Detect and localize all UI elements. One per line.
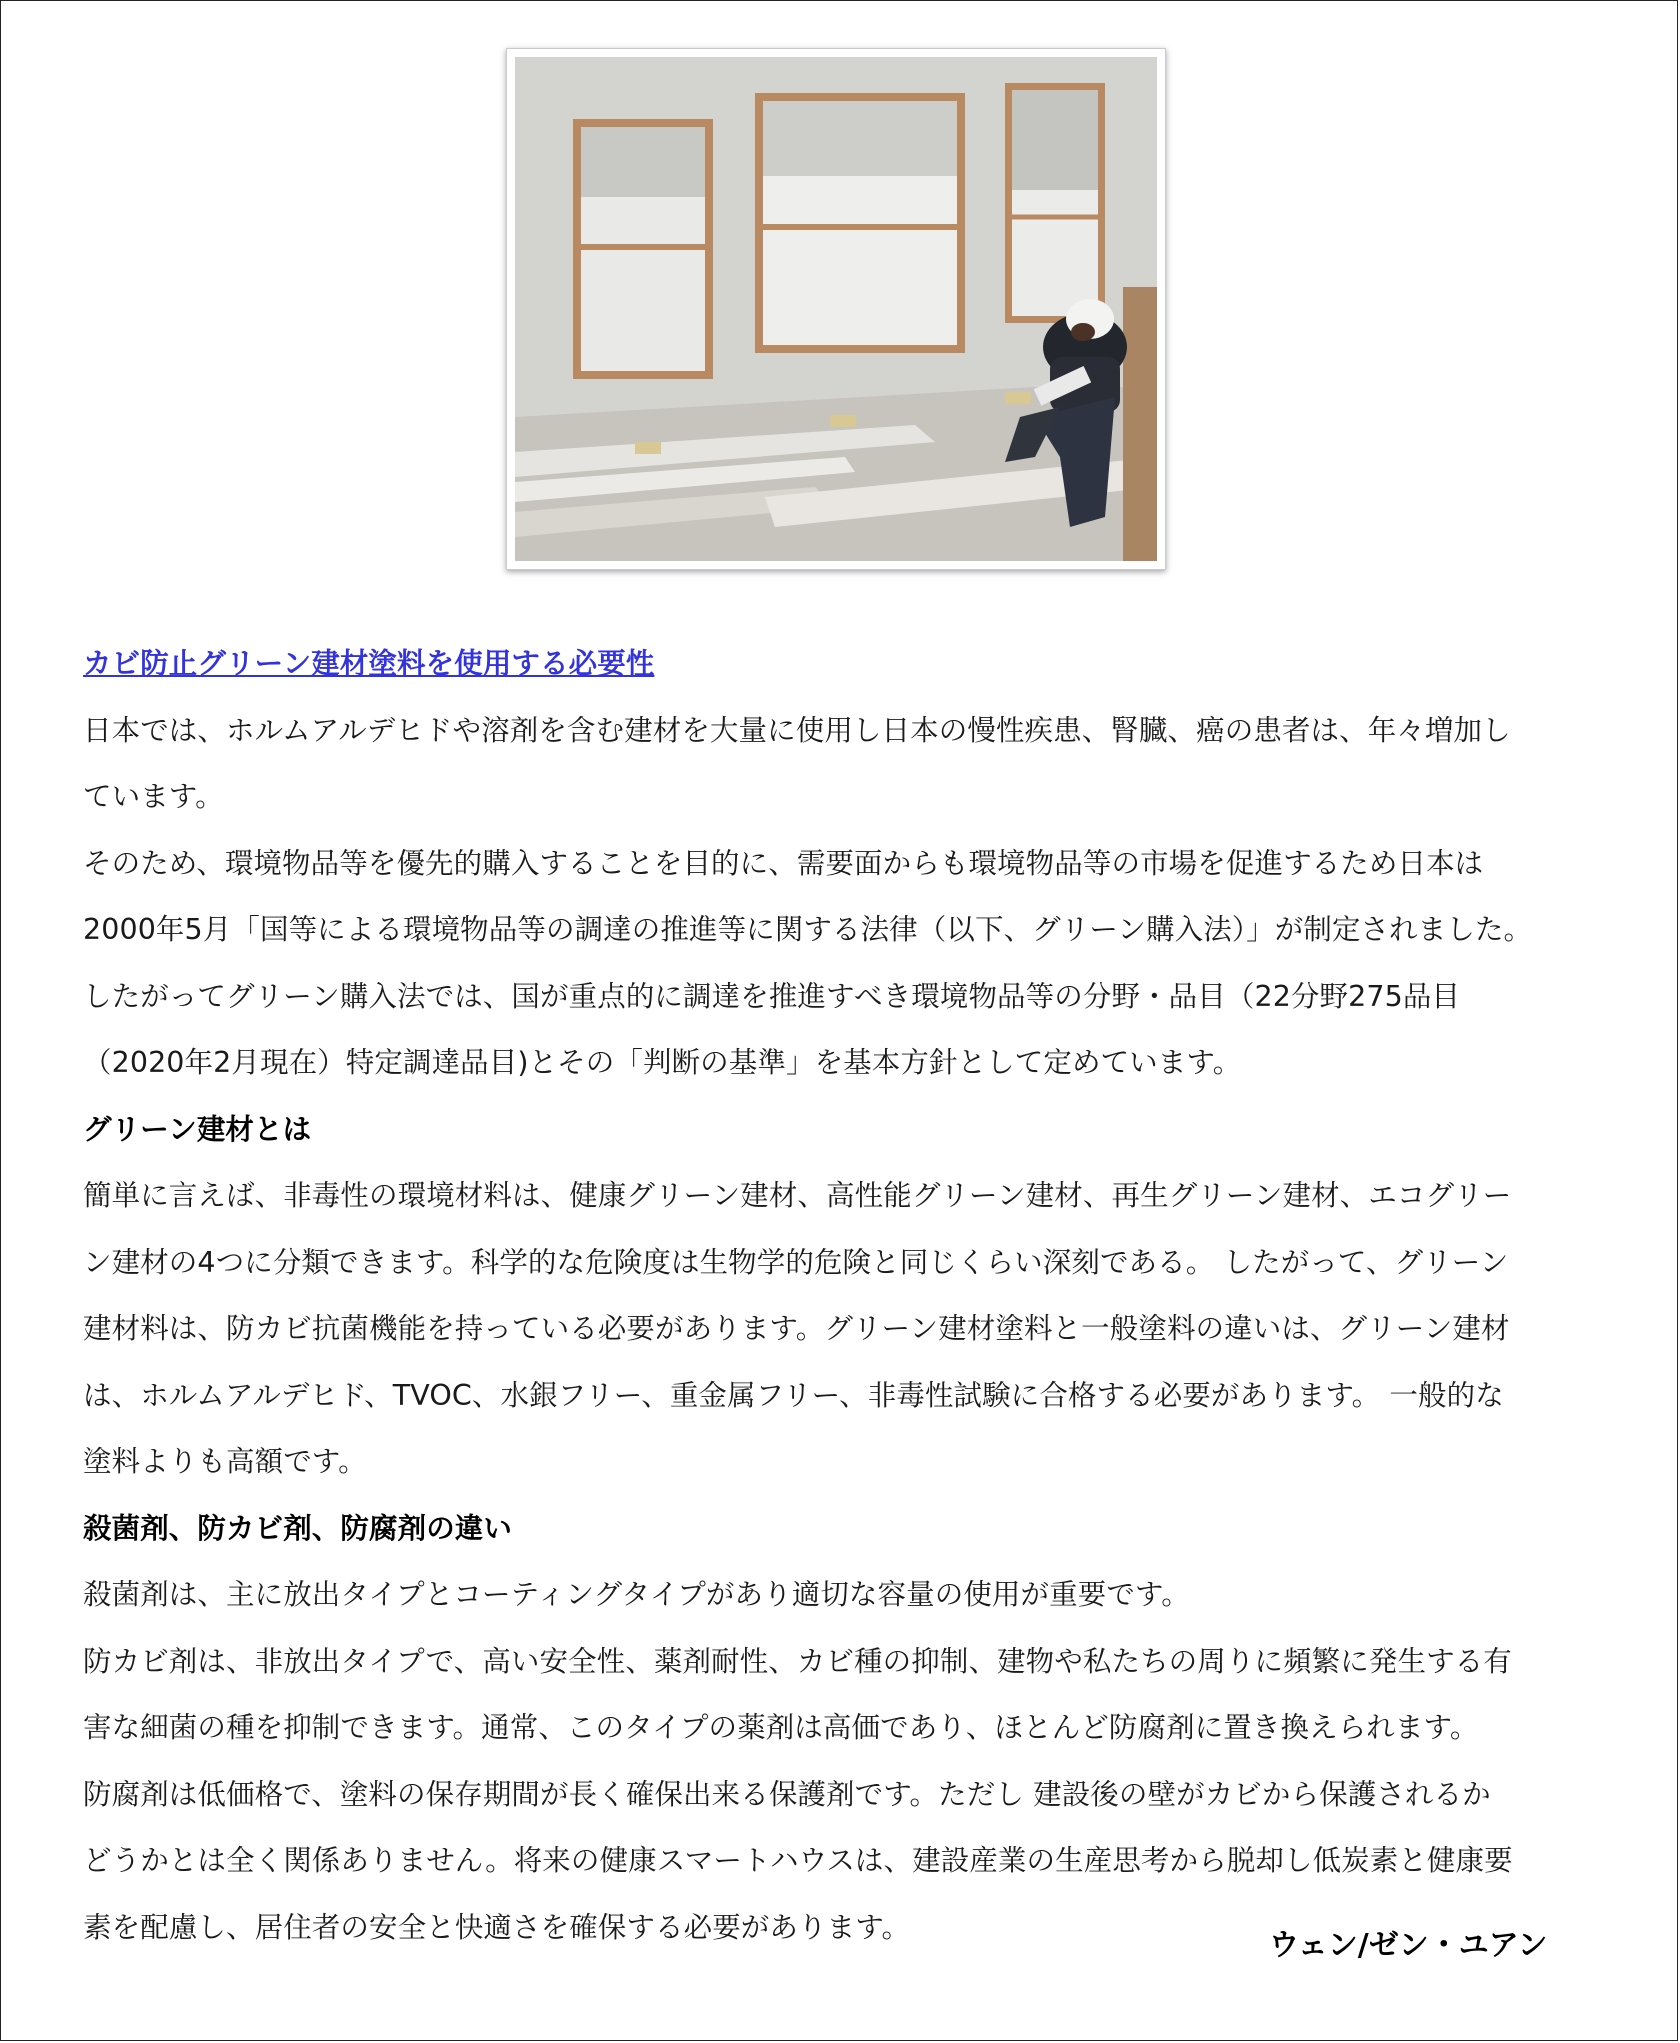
paragraph-line: 塗料よりも高額です。 [83,1445,367,1478]
paragraph-line: ています。 [83,780,224,813]
paragraph-line: そのため、環境物品等を優先的購入することを目的に、需要面からも環境物品等の市場を促進するため日本は [83,846,1484,880]
paragraph-line: 害な細菌の種を抑制できます。通常、このタイプの薬剤は高価であり、ほとんど防腐剤に置き換えられます。 [83,1711,1479,1744]
paragraph-line: 防腐剤は低価格で、塗料の保存期間が長く確保出来る保護剤です。ただし 建設後の壁がカビから保護されるか [83,1777,1491,1811]
article-body [83,631,1643,1961]
paragraph-line: 2000年5月「国等による環境物品等の調達の推進等に関する法律（以下、グリーン購入法）」が制定されました。 [83,913,1533,946]
paragraph-line: 日本では、ホルムアルデヒドや溶剤を含む建材を大量に使用し日本の慢性疾患、腎臓、癌の患者は、年々増加し [83,713,1511,747]
author-signature: ウェン/ゼン・ユアン [1269,1928,1548,1963]
article-photo [506,48,1166,570]
construction-worker-photo-icon [515,57,1157,561]
section-heading-green-materials: グリーン建材とは [83,1112,312,1146]
article-title-link[interactable]: カビ防止グリーン建材塗料を使用する必要性 [83,647,655,680]
paragraph-line: 簡単に言えば、非毒性の環境材料は、健康グリーン建材、高性能グリーン建材、再生グリーン建材、エコグリー [83,1179,1512,1212]
paragraph-line: どうかとは全く関係ありません。将来の健康スマートハウスは、建設産業の生産思考から脱却し低炭素と健康要 [83,1844,1513,1877]
paragraph-line: 防カビ剤は、非放出タイプで、高い安全性、薬剤耐性、カビ種の抑制、建物や私たちの周りに頻繁に発生する有 [83,1644,1512,1678]
paragraph-line: 殺菌剤は、主に放出タイプとコーティングタイプがあり適切な容量の使用が重要です。 [83,1578,1190,1611]
paragraph-line: 素を配慮し、居住者の安全と快適さを確保する必要があります。 [83,1910,911,1944]
paragraph-line: したがってグリーン購入法では、国が重点的に調達を推進すべき環境物品等の分野・品目（22分野275品目 [83,979,1461,1013]
paragraph-line: 建材料は、防カビ抗菌機能を持っている必要があります。グリーン建材塗料と一般塗料の違いは、グリーン建材 [83,1312,1510,1345]
paragraph-line: は、ホルムアルデヒド、TVOC、水銀フリー、重金属フリー、非毒性試験に合格する必要があります。 一般的な [83,1378,1504,1412]
section-heading-agents-difference: 殺菌剤、防カビ剤、防腐剤の違い [83,1511,513,1545]
paragraph-line: （2020年2月現在）特定調達品目)とその「判断の基準」を基本方針として定めています。 [83,1046,1242,1079]
paragraph-line: ン建材の4つに分類できます。科学的な危険度は生物学的危険と同じくらい深刻である。 したがって、グリーン [83,1245,1509,1279]
